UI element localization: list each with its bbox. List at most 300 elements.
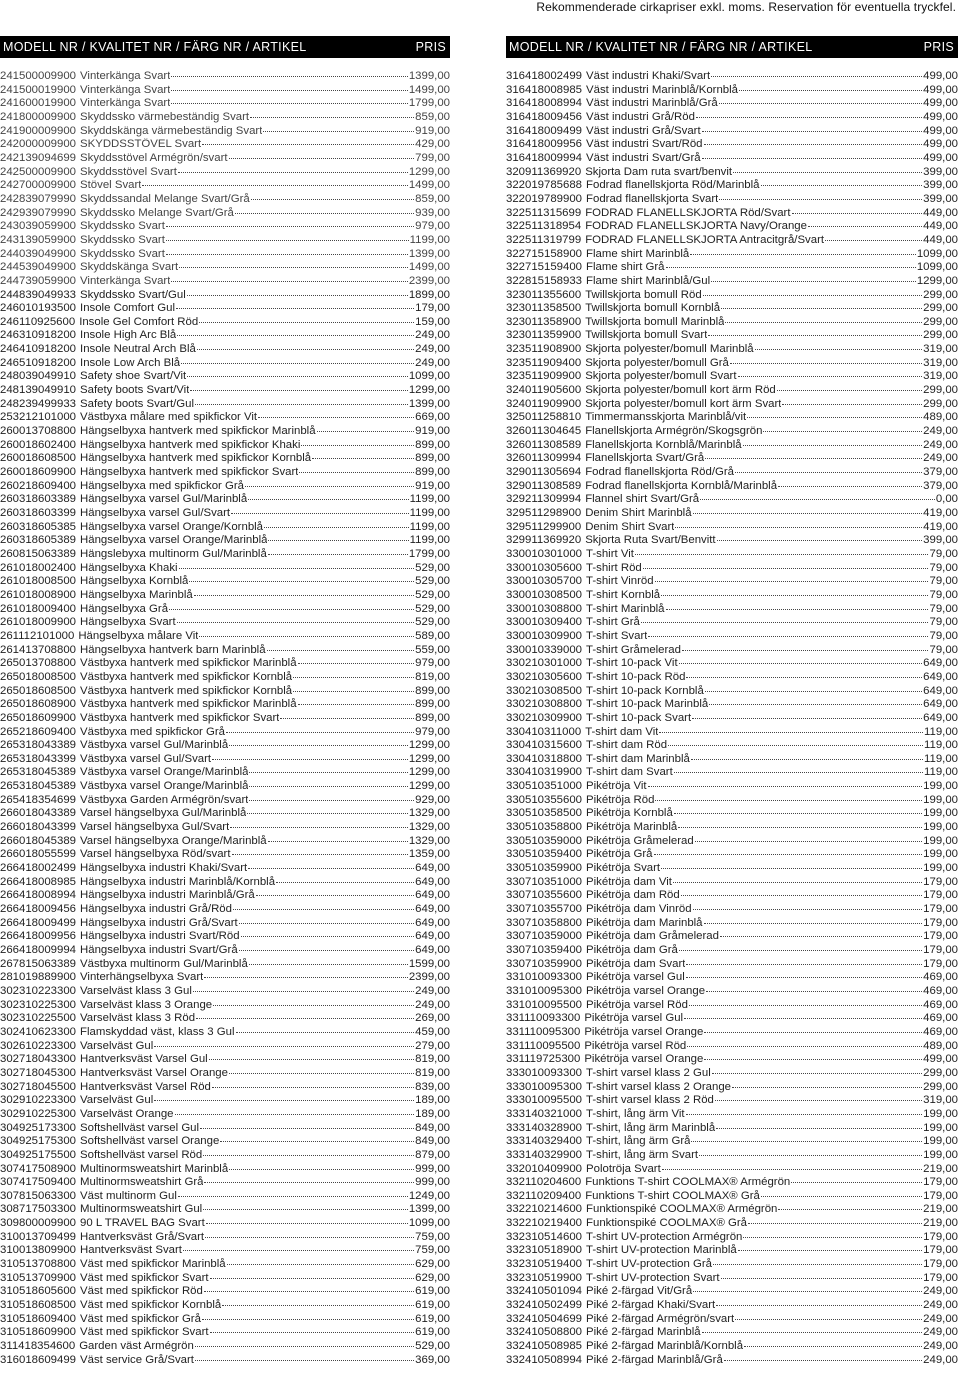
dot-leader [293, 675, 414, 678]
article-code: 322511318954 [506, 220, 582, 233]
price-row [0, 1012, 450, 1026]
article-name: Hängselbyxa målare Vit [78, 629, 199, 642]
price-row [506, 575, 958, 589]
article-code: 333010093300 [506, 1066, 583, 1079]
price-row [506, 726, 958, 740]
article-code: 266418009994 [0, 944, 77, 956]
article-price: 199,00 [923, 1107, 958, 1120]
price-row [0, 835, 450, 849]
article-code: 310518609400 [0, 1312, 77, 1325]
dot-leader [777, 388, 922, 391]
article-name: Väst industri Marinblå/Grå [586, 97, 718, 110]
article-price: 249,00 [923, 452, 958, 465]
dot-leader [782, 402, 922, 405]
article-price: 649,00 [415, 930, 450, 943]
article-price: 399,00 [923, 165, 958, 178]
dot-leader [268, 538, 408, 541]
price-row [506, 507, 958, 521]
article-name: Flannel shirt Svart/Grå [585, 493, 700, 506]
article-price: 1299,00 [408, 752, 450, 765]
article-price: 279,00 [415, 1039, 450, 1052]
article-code: 310518609900 [0, 1326, 77, 1339]
article-code: 332410508994 [506, 1353, 583, 1366]
article-name: Safety boots Svart/Vit [80, 384, 190, 397]
price-row [0, 1217, 450, 1231]
article-name: Pikétröja Röd [586, 793, 655, 806]
article-price: 179,00 [923, 1176, 958, 1189]
article-name: Hängslebyxa multinorm Gul/Marinblå [80, 547, 267, 560]
price-row [506, 1258, 958, 1272]
price-row [0, 111, 450, 125]
article-name: Piké 2-färgad Khaki/Svart [586, 1299, 716, 1312]
article-code: 246010193500 [0, 302, 77, 315]
article-code: 266018055599 [0, 848, 77, 861]
price-row [0, 138, 450, 152]
price-row [0, 958, 450, 972]
article-price: 849,00 [415, 1121, 450, 1134]
article-name: Fodrad flanellskjorta Röd/Grå [585, 466, 734, 479]
article-code: 329011305694 [506, 466, 582, 479]
price-row [506, 1244, 958, 1258]
price-row [506, 70, 958, 84]
article-price: 179,00 [923, 1244, 958, 1257]
dot-leader [709, 702, 922, 705]
article-name: Väst industri Khaki/Svart [586, 70, 711, 82]
article-name: Västbyxa hantverk med spikfickor Kornblå [80, 670, 293, 683]
article-code: 332110209400 [506, 1189, 582, 1202]
article-price: 249,00 [923, 425, 958, 438]
article-code: 332410502499 [506, 1299, 583, 1312]
dot-leader [643, 566, 929, 569]
article-code: 330410315600 [506, 739, 583, 752]
article-name: Hängselbyxa industri Svart/Grå [80, 944, 238, 956]
article-price: 759,00 [415, 1230, 450, 1243]
article-name: Pikétröja dam Marinblå [586, 916, 703, 929]
article-name: Piké 2-färgad Armégrön/svart [586, 1312, 735, 1325]
article-name: Piké 2-färgad Marinblå/Grå [586, 1353, 723, 1366]
article-name: Hängselbyxa Grå [80, 602, 169, 615]
article-price: 1499,00 [408, 83, 450, 96]
price-row [506, 411, 958, 425]
article-code: 333010095500 [506, 1094, 583, 1107]
article-price: 1599,00 [408, 957, 450, 970]
article-name: Skyddssandal Melange Svart/Grå [80, 192, 250, 205]
article-price: 449,00 [923, 220, 958, 233]
article-name: T-shirt Vinröd [586, 575, 654, 588]
article-code: 266418009456 [0, 903, 77, 916]
article-name: Väst industri Svart/Röd [586, 138, 703, 151]
price-row [0, 207, 450, 221]
article-price: 469,00 [923, 984, 958, 997]
article-price: 939,00 [415, 206, 450, 219]
article-code: 265018008500 [0, 670, 77, 683]
dot-leader [717, 538, 923, 541]
article-price: 299,00 [923, 329, 958, 342]
article-price: 79,00 [929, 616, 958, 629]
article-code: 323511909400 [506, 356, 582, 369]
article-code: 330710359900 [506, 957, 583, 970]
article-code: 302410623300 [0, 1025, 77, 1038]
article-name: Pikétröja varsel Röd [584, 1039, 687, 1052]
price-row [506, 1231, 958, 1245]
article-code: 332210219400 [506, 1217, 583, 1230]
dot-leader [171, 74, 407, 77]
article-name: Skyddssko Svart [80, 220, 165, 233]
article-code: 261018002400 [0, 561, 77, 574]
price-list [506, 70, 958, 1367]
article-price: 629,00 [415, 1271, 450, 1284]
article-name: FODRAD FLANELLSKJORTA Röd/Svart [585, 206, 791, 219]
price-row [0, 685, 450, 699]
dot-leader [154, 1044, 414, 1047]
article-name: Västbyxa hantverk med spikfickor Marinblå [80, 657, 297, 670]
article-name: Skjorta polyester/bomull kort ärm Röd [585, 384, 776, 397]
article-name: Hängselbyxa Marinblå [80, 588, 193, 601]
dot-leader [204, 1289, 414, 1292]
dot-leader [176, 306, 414, 309]
dot-leader [689, 1003, 922, 1006]
price-row [0, 889, 450, 903]
dot-leader [171, 88, 407, 91]
article-name: T-shirt Grå [586, 616, 640, 629]
price-row [0, 589, 450, 603]
price-row [0, 1108, 450, 1122]
article-code: 260318605389 [0, 534, 77, 547]
article-name: Pikétröja Kornblå [586, 807, 673, 820]
article-price: 189,00 [415, 1107, 450, 1120]
article-name: Pikétröja dam Röd [586, 889, 680, 902]
dot-leader [280, 716, 414, 719]
article-price: 499,00 [923, 1053, 958, 1066]
price-row [0, 316, 450, 330]
price-row [0, 1313, 450, 1327]
article-code: 329511298900 [506, 507, 582, 519]
article-name: Hängselbyxa Kornblå [80, 575, 189, 588]
price-row [506, 220, 958, 234]
article-price: 649,00 [923, 711, 958, 724]
article-price: 199,00 [923, 834, 958, 847]
price-row [506, 821, 958, 835]
price-row [0, 1026, 450, 1040]
article-code: 244039049900 [0, 247, 77, 260]
article-name: Multinormsweatshirt Gul [80, 1203, 203, 1216]
article-code: 330410318800 [506, 752, 583, 765]
article-code: 332110204600 [506, 1176, 582, 1189]
dot-leader [230, 825, 408, 828]
dot-leader [241, 934, 415, 937]
article-price: 1499,00 [408, 261, 450, 274]
dot-leader [748, 1221, 922, 1224]
dot-leader [703, 293, 922, 296]
article-price: 319,00 [923, 343, 958, 356]
price-row [506, 152, 958, 166]
dot-leader [668, 743, 923, 746]
price-row [0, 480, 450, 494]
article-code: 322019789900 [506, 192, 583, 205]
dot-leader [704, 1030, 922, 1033]
article-price: 249,00 [923, 1326, 958, 1339]
price-row [506, 439, 958, 453]
price-row [506, 179, 958, 193]
article-price: 529,00 [415, 588, 450, 601]
article-name: Skyddsstövel Svart [80, 165, 177, 178]
price-row [506, 316, 958, 330]
article-price: 379,00 [923, 466, 958, 479]
dot-leader [691, 1139, 922, 1142]
article-price: 1499,00 [408, 179, 450, 192]
dot-leader [268, 552, 408, 555]
article-code: 281019889900 [0, 971, 77, 984]
price-row [506, 1285, 958, 1299]
dot-leader [205, 1235, 414, 1238]
article-name: T-shirt, lång ärm Grå [586, 1135, 691, 1148]
article-code: 266418009499 [0, 916, 77, 929]
article-code: 330010305600 [506, 561, 583, 574]
article-price: 249,00 [415, 984, 450, 997]
dot-leader [249, 798, 414, 801]
article-code: 265318045389 [0, 780, 77, 793]
dot-leader [229, 1071, 414, 1074]
price-row [0, 726, 450, 740]
article-code: 330410319900 [506, 766, 583, 779]
dot-leader [249, 962, 408, 965]
dot-leader [739, 88, 922, 91]
price-row [506, 1299, 958, 1313]
article-price: 529,00 [415, 561, 450, 574]
price-row [506, 889, 958, 903]
dot-leader [212, 1085, 414, 1088]
article-price: 179,00 [923, 875, 958, 888]
price-row [506, 671, 958, 685]
price-row [506, 261, 958, 275]
price-row [506, 1340, 958, 1354]
dot-leader [693, 1289, 922, 1292]
article-code: 332010409900 [506, 1162, 583, 1175]
price-row [506, 398, 958, 412]
price-row [506, 944, 958, 958]
article-name: Vinterkänga Svart [80, 97, 171, 110]
dot-leader [693, 907, 923, 910]
dot-leader [719, 197, 922, 200]
article-name: Hängselbyxa varsel Gul/Marinblå [80, 493, 248, 506]
article-price: 179,00 [923, 1258, 958, 1271]
article-name: T-shirt, lång ärm Svart [586, 1148, 699, 1161]
article-code: 311418354600 [0, 1340, 76, 1353]
article-code: 310518605600 [0, 1285, 77, 1298]
article-code: 310013709499 [0, 1230, 77, 1243]
dot-leader [720, 934, 922, 937]
article-code: 331110093300 [506, 1012, 581, 1025]
price-row [0, 1272, 450, 1286]
article-code: 261018008500 [0, 575, 77, 588]
article-name: Hängselbyxa hantverk med spikfickor Marinblå [80, 425, 316, 438]
dot-leader [298, 702, 415, 705]
dot-leader [166, 238, 409, 241]
price-row [506, 753, 958, 767]
article-code: 316418009499 [506, 124, 583, 137]
article-code: 260318603399 [0, 507, 77, 519]
article-name: Piké 2-färgad Vit/Grå [586, 1285, 693, 1298]
dot-leader [177, 620, 415, 623]
article-code: 330210301000 [506, 657, 583, 670]
article-name: Hantverksväst Varsel Gul [80, 1053, 208, 1066]
article-code: 332210214600 [506, 1203, 583, 1216]
dot-leader [659, 730, 923, 733]
dot-leader [761, 183, 923, 186]
dot-leader [691, 757, 923, 760]
article-name: Flame shirt Marinblå [586, 247, 690, 260]
dot-leader [735, 1317, 922, 1320]
dot-leader [199, 320, 414, 323]
dot-leader [154, 1098, 414, 1101]
price-row [506, 698, 958, 712]
article-price: 79,00 [929, 575, 958, 588]
article-code: 310513709900 [0, 1271, 77, 1284]
price-row [0, 166, 450, 180]
article-price: 899,00 [415, 466, 450, 479]
article-price: 79,00 [929, 588, 958, 601]
article-price: 819,00 [415, 1053, 450, 1066]
article-price: 629,00 [415, 1258, 450, 1271]
article-price: 179,00 [923, 1271, 958, 1284]
article-name: Skyddskänga Svart [80, 261, 179, 274]
price-row [506, 1313, 958, 1327]
article-code: 316418008985 [506, 83, 583, 96]
article-code: 322019785688 [506, 179, 583, 192]
article-name: Västbyxa varsel Gul/Svart [80, 752, 212, 765]
article-name: Insole Low Arch Blå [80, 356, 181, 369]
price-row [0, 1231, 450, 1245]
article-code: 302718045500 [0, 1080, 77, 1093]
article-price: 499,00 [923, 97, 958, 110]
price-row [506, 452, 958, 466]
price-row [506, 1217, 958, 1231]
article-code: 329911369920 [506, 534, 582, 547]
article-code: 265418354699 [0, 793, 77, 806]
price-row [506, 1272, 958, 1286]
price-row [506, 562, 958, 576]
price-row [506, 603, 958, 617]
article-name: Multinormsweatshirt Marinblå [80, 1162, 229, 1175]
article-name: Varsel hängselbyxa Gul/Marinblå [80, 807, 247, 820]
article-name: Väst med spikfickor Svart [80, 1271, 209, 1284]
article-price: 649,00 [923, 657, 958, 670]
dot-leader [684, 1016, 922, 1019]
dot-leader [648, 784, 923, 787]
article-price: 919,00 [415, 425, 450, 438]
article-name: Västbyxa varsel Gul/Marinblå [80, 739, 229, 752]
price-row [0, 999, 450, 1013]
price-row [506, 1122, 958, 1136]
article-name: Västbyxa hantverk med spikfickor Kornblå [80, 684, 293, 697]
price-row [506, 1163, 958, 1177]
article-price: 419,00 [923, 520, 958, 533]
price-row [0, 1190, 450, 1204]
article-name: Pikétröja varsel Gul [584, 1012, 684, 1025]
price-row [0, 357, 450, 371]
article-code: 246310918200 [0, 329, 77, 342]
article-code: 330010308800 [506, 602, 583, 615]
column-header [0, 36, 450, 58]
article-name: Twillskjorta bomull Kornblå [585, 302, 721, 315]
article-code: 332410508985 [506, 1340, 583, 1353]
article-code: 242839079990 [0, 192, 77, 205]
dot-leader [171, 279, 407, 282]
price-row [506, 1053, 958, 1067]
article-price: 1099,00 [408, 1217, 450, 1230]
article-price: 759,00 [415, 1244, 450, 1257]
article-price: 1299,00 [408, 766, 450, 779]
article-code: 330210309900 [506, 711, 583, 724]
dot-leader [716, 1303, 922, 1306]
article-code: 332310519400 [506, 1258, 583, 1271]
article-code: 265013708800 [0, 657, 77, 670]
article-code: 302910223300 [0, 1094, 77, 1107]
dot-leader [747, 415, 922, 418]
dot-leader [245, 484, 414, 487]
article-code: 326011309994 [506, 452, 582, 465]
article-code: 322511319799 [506, 233, 582, 246]
article-code: 323511909900 [506, 370, 582, 383]
article-code: 261018009900 [0, 616, 77, 629]
article-code: 330710351000 [506, 875, 583, 888]
article-code: 265318045389 [0, 766, 77, 779]
article-price: 199,00 [923, 848, 958, 861]
dot-leader [233, 907, 414, 910]
article-price: 559,00 [415, 643, 450, 656]
dot-leader [679, 661, 923, 664]
article-price: 619,00 [415, 1285, 450, 1298]
article-code: 332310514600 [506, 1230, 583, 1243]
article-name: Softshellväst varsel Gul [80, 1121, 200, 1134]
article-name: Hängselbyxa hantverk barn Marinblå [80, 643, 266, 656]
article-name: Väst industri Marinblå/Kornblå [586, 83, 738, 96]
article-name: Garden väst Armégrön [79, 1340, 194, 1353]
article-code: 323011358900 [506, 315, 582, 328]
article-code: 302910225300 [0, 1107, 77, 1120]
dot-leader [686, 1112, 923, 1115]
article-name: Twillskjorta bomull Marinblå [585, 315, 725, 328]
price-row [506, 712, 958, 726]
article-price: 499,00 [923, 138, 958, 151]
article-name: Skyddskänga värmebeständig Svart [80, 124, 263, 137]
article-price: 999,00 [415, 1162, 450, 1175]
price-row [506, 357, 958, 371]
price-row [506, 125, 958, 139]
article-code: 322715158900 [506, 247, 583, 260]
dot-leader [142, 183, 407, 186]
article-name: Pikétröja dam Gråmelerad [586, 930, 719, 943]
price-row [506, 1354, 958, 1368]
article-name: Väst med spikfickor Grå [80, 1312, 201, 1325]
dot-leader [194, 593, 414, 596]
article-name: T-shirt Röd [586, 561, 642, 574]
article-code: 330510355600 [506, 793, 583, 806]
article-price: 879,00 [415, 1148, 450, 1161]
article-price: 499,00 [923, 110, 958, 123]
article-name: Fodrad flanellskjorta Röd/Marinblå [586, 179, 760, 192]
article-price: 159,00 [415, 315, 450, 328]
article-code: 241500009900 [0, 70, 77, 82]
dot-leader [183, 1248, 414, 1251]
dot-leader [686, 975, 922, 978]
article-name: Västbyxa multinorm Gul/Marinblå [80, 957, 248, 970]
price-row [506, 739, 958, 753]
price-row [0, 507, 450, 521]
dot-leader [778, 1207, 922, 1210]
article-name: Hängselbyxa Khaki [80, 561, 178, 574]
price-row [506, 1190, 958, 1204]
